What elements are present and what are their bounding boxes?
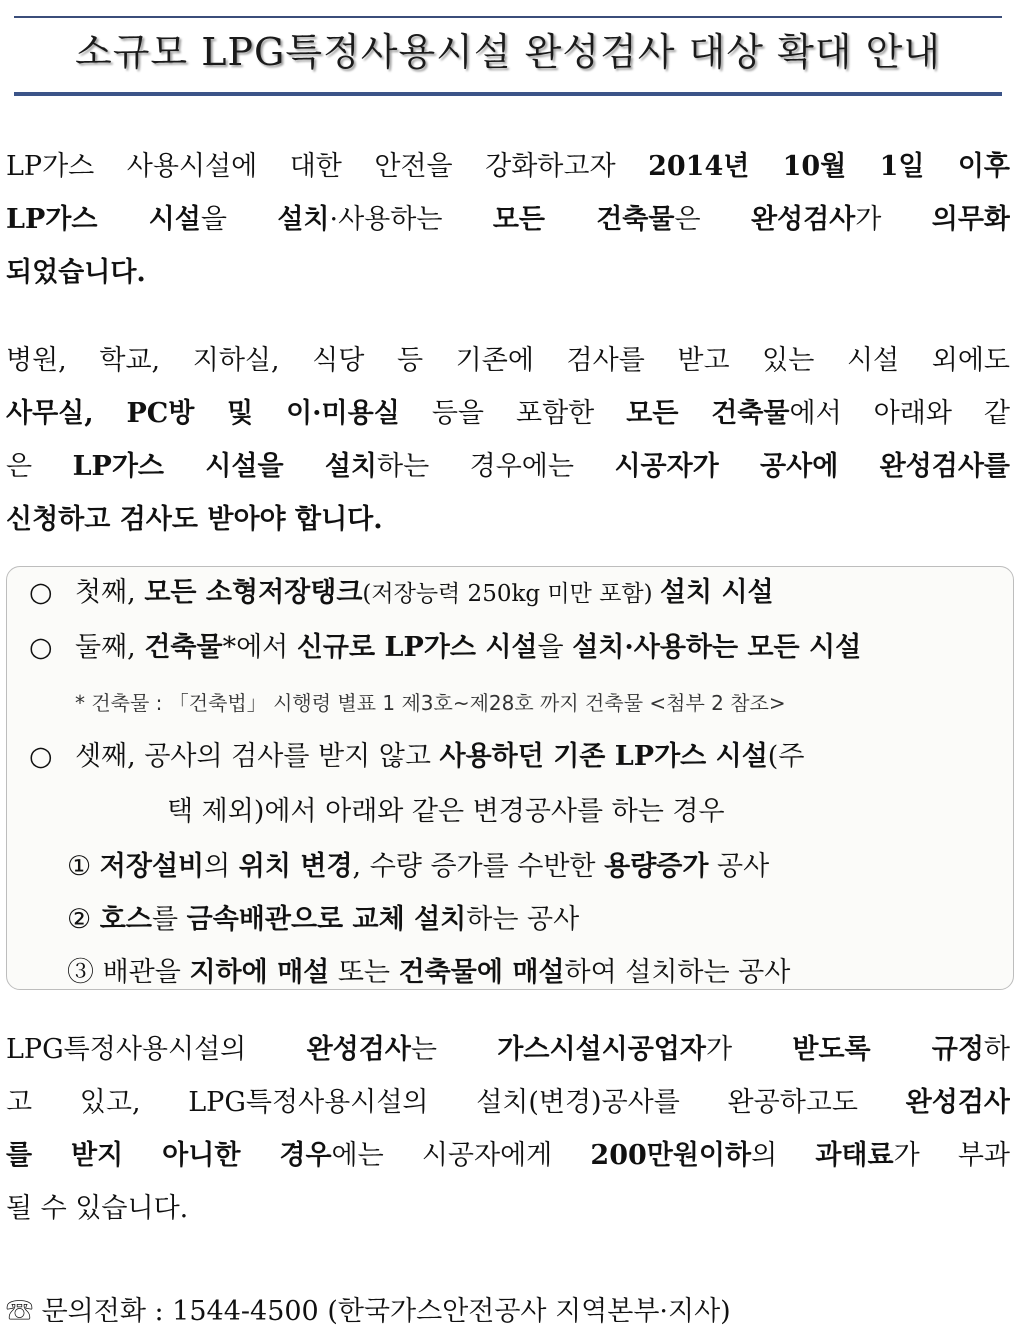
body-text: 가 [855,204,932,235]
emphasis-text: 신규로 LP가스 시설 [296,632,538,663]
emphasis-text: 건축물 [144,632,223,663]
emphasis-text: 2014년 10월 1일 이후 [648,151,1010,182]
emphasis-text: 호스 [99,904,152,935]
text-line [6,1023,1010,1076]
emphasis-text: 모든 건축물 [492,204,675,235]
body-text: 의 [751,1140,816,1171]
emphasis-text: 모든 소형저장탱크 [144,577,363,608]
body-text: 하는 경우에는 [377,451,615,482]
body-text: *에서 [222,632,297,663]
paragraph-scope [6,334,1010,546]
emphasis-text: 모든 건축물 [626,398,790,429]
text-line [6,1182,1010,1235]
list-item-second [29,630,861,666]
body-text: 셋째, 공사의 검사를 받지 않고 [75,741,440,772]
sub-item-number: ③ [67,957,103,988]
paragraph-penalty [6,1023,1010,1235]
body-text: 공사 [708,851,770,882]
body-text: 배관을 [102,957,190,988]
body-text: 는 [410,1034,498,1065]
body-text: 병원, 학교, 지하실, 식당 등 기존에 검사를 받고 있는 시설 외에도 [6,345,1010,376]
body-text: 될 수 있습니다. [6,1193,189,1224]
text-line [6,140,1010,193]
body-text: 하 [983,1034,1010,1065]
body-text: 을 [200,204,278,235]
emphasis-text: 완성검사 [750,204,856,235]
emphasis-text: 저장설비 [99,851,205,882]
sub-item-1 [67,849,769,885]
sub-item-3 [67,955,790,991]
body-text: 둘째, [75,632,145,663]
body-text: 하여 설치하는 공사 [564,957,791,988]
emphasis-text: 설치 시설 [659,577,774,608]
page-title: 소규모 LPG특정사용시설 완성검사 대상 확대 안내 [74,30,941,74]
body-text: 첫째, [75,577,145,608]
emphasis-text: 완성검사 [306,1034,411,1065]
emphasis-text: 설치 [277,204,330,235]
list-item-third-continued: 택 제외)에서 아래와 같은 변경공사를 하는 경우 [167,796,725,827]
text-line [6,1076,1010,1129]
emphasis-text: 위치 변경 [238,851,353,882]
emphasis-text: 금속배관으로 교체 설치 [186,904,467,935]
emphasis-text: 의무화 [931,204,1010,235]
body-text: (주 [767,741,805,772]
body-text: , 수량 증가를 수반한 [352,851,605,882]
body-text: (저장능력 250kg 미만 포함) [362,581,660,607]
body-text: LP가스 사용시설에 대한 안전을 강화하고자 [6,151,649,182]
emphasis-text: 설치·사용하는 모든 시설 [572,632,862,663]
text-line [6,334,1010,387]
phone-icon: ☏ [6,1296,33,1327]
body-text: 을 [537,632,573,663]
list-item-first [29,575,774,612]
paragraph-intro [6,140,1010,299]
text-line [6,387,1010,440]
emphasis-text: 가스시설시공업자 [497,1034,706,1065]
body-text: 에서 아래와 같 [789,398,1010,429]
bullet-circle-icon: ○ [29,741,53,772]
list-item-third [29,739,804,775]
emphasis-text: 지하에 매설 [189,957,330,988]
target-facilities-box [6,566,1014,990]
body-text: 가 [705,1034,793,1065]
body-text: LPG특정사용시설의 [6,1034,307,1065]
body-text: 등을 포함한 [399,398,627,429]
emphasis-text: 받도록 규정 [792,1034,984,1065]
emphasis-text: 200만원이하 [590,1140,752,1171]
title-bottom-rule [14,92,1002,96]
bullet-circle-icon: ○ [29,632,53,663]
body-text: 은 [674,204,751,235]
emphasis-text: 사용하던 기존 LP가스 시설 [439,741,768,772]
emphasis-text: 과태료 [815,1140,894,1171]
body-text: 고 있고, LPG특정사용시설의 설치(변경)공사를 완공하고도 [6,1087,906,1118]
text-line [6,440,1010,493]
body-text: 은 [6,451,73,482]
text-line [6,1129,1010,1182]
building-note: * 건축물 : 「건축법」 시행령 별표 1 제3호~제28호 까지 건축물 <첨부 2 참조> [75,691,786,715]
emphasis-text: LP가스 시설 [6,204,201,235]
body-text: 가 부과 [893,1140,1010,1171]
emphasis-text: 완성검사 [905,1087,1010,1118]
emphasis-text: 건축물에 매설 [398,957,565,988]
body-text: 의 [204,851,239,882]
contact-text: 문의전화 : 1544-4500 (한국가스안전공사 지역본부·지사) [41,1296,731,1327]
emphasis-text: 를 받지 아니한 경우 [6,1140,332,1171]
emphasis-text: 신청하고 검사도 받아야 합니다. [6,504,383,535]
body-text: ·사용하는 [329,204,493,235]
emphasis-text: 용량증가 [604,851,709,882]
text-line [6,246,1010,299]
emphasis-text: 사무실, PC방 및 이·미용실 [6,398,400,429]
sub-item-number: ② [67,904,100,935]
emphasis-text: 되었습니다. [6,257,146,288]
emphasis-text: LP가스 시설을 설치 [72,451,377,482]
body-text: 에는 시공자에게 [331,1140,591,1171]
body-text: 를 [151,904,187,935]
title-block [14,16,1002,96]
contact-footer [6,1292,731,1332]
body-text: 또는 [329,957,399,988]
sub-item-number: ① [67,851,100,882]
text-line [6,193,1010,246]
text-line [6,493,1010,546]
emphasis-text: 시공자가 공사에 완성검사를 [614,451,1010,482]
body-text: 하는 공사 [466,904,580,935]
bullet-circle-icon: ○ [29,577,53,608]
sub-item-2 [67,902,579,938]
